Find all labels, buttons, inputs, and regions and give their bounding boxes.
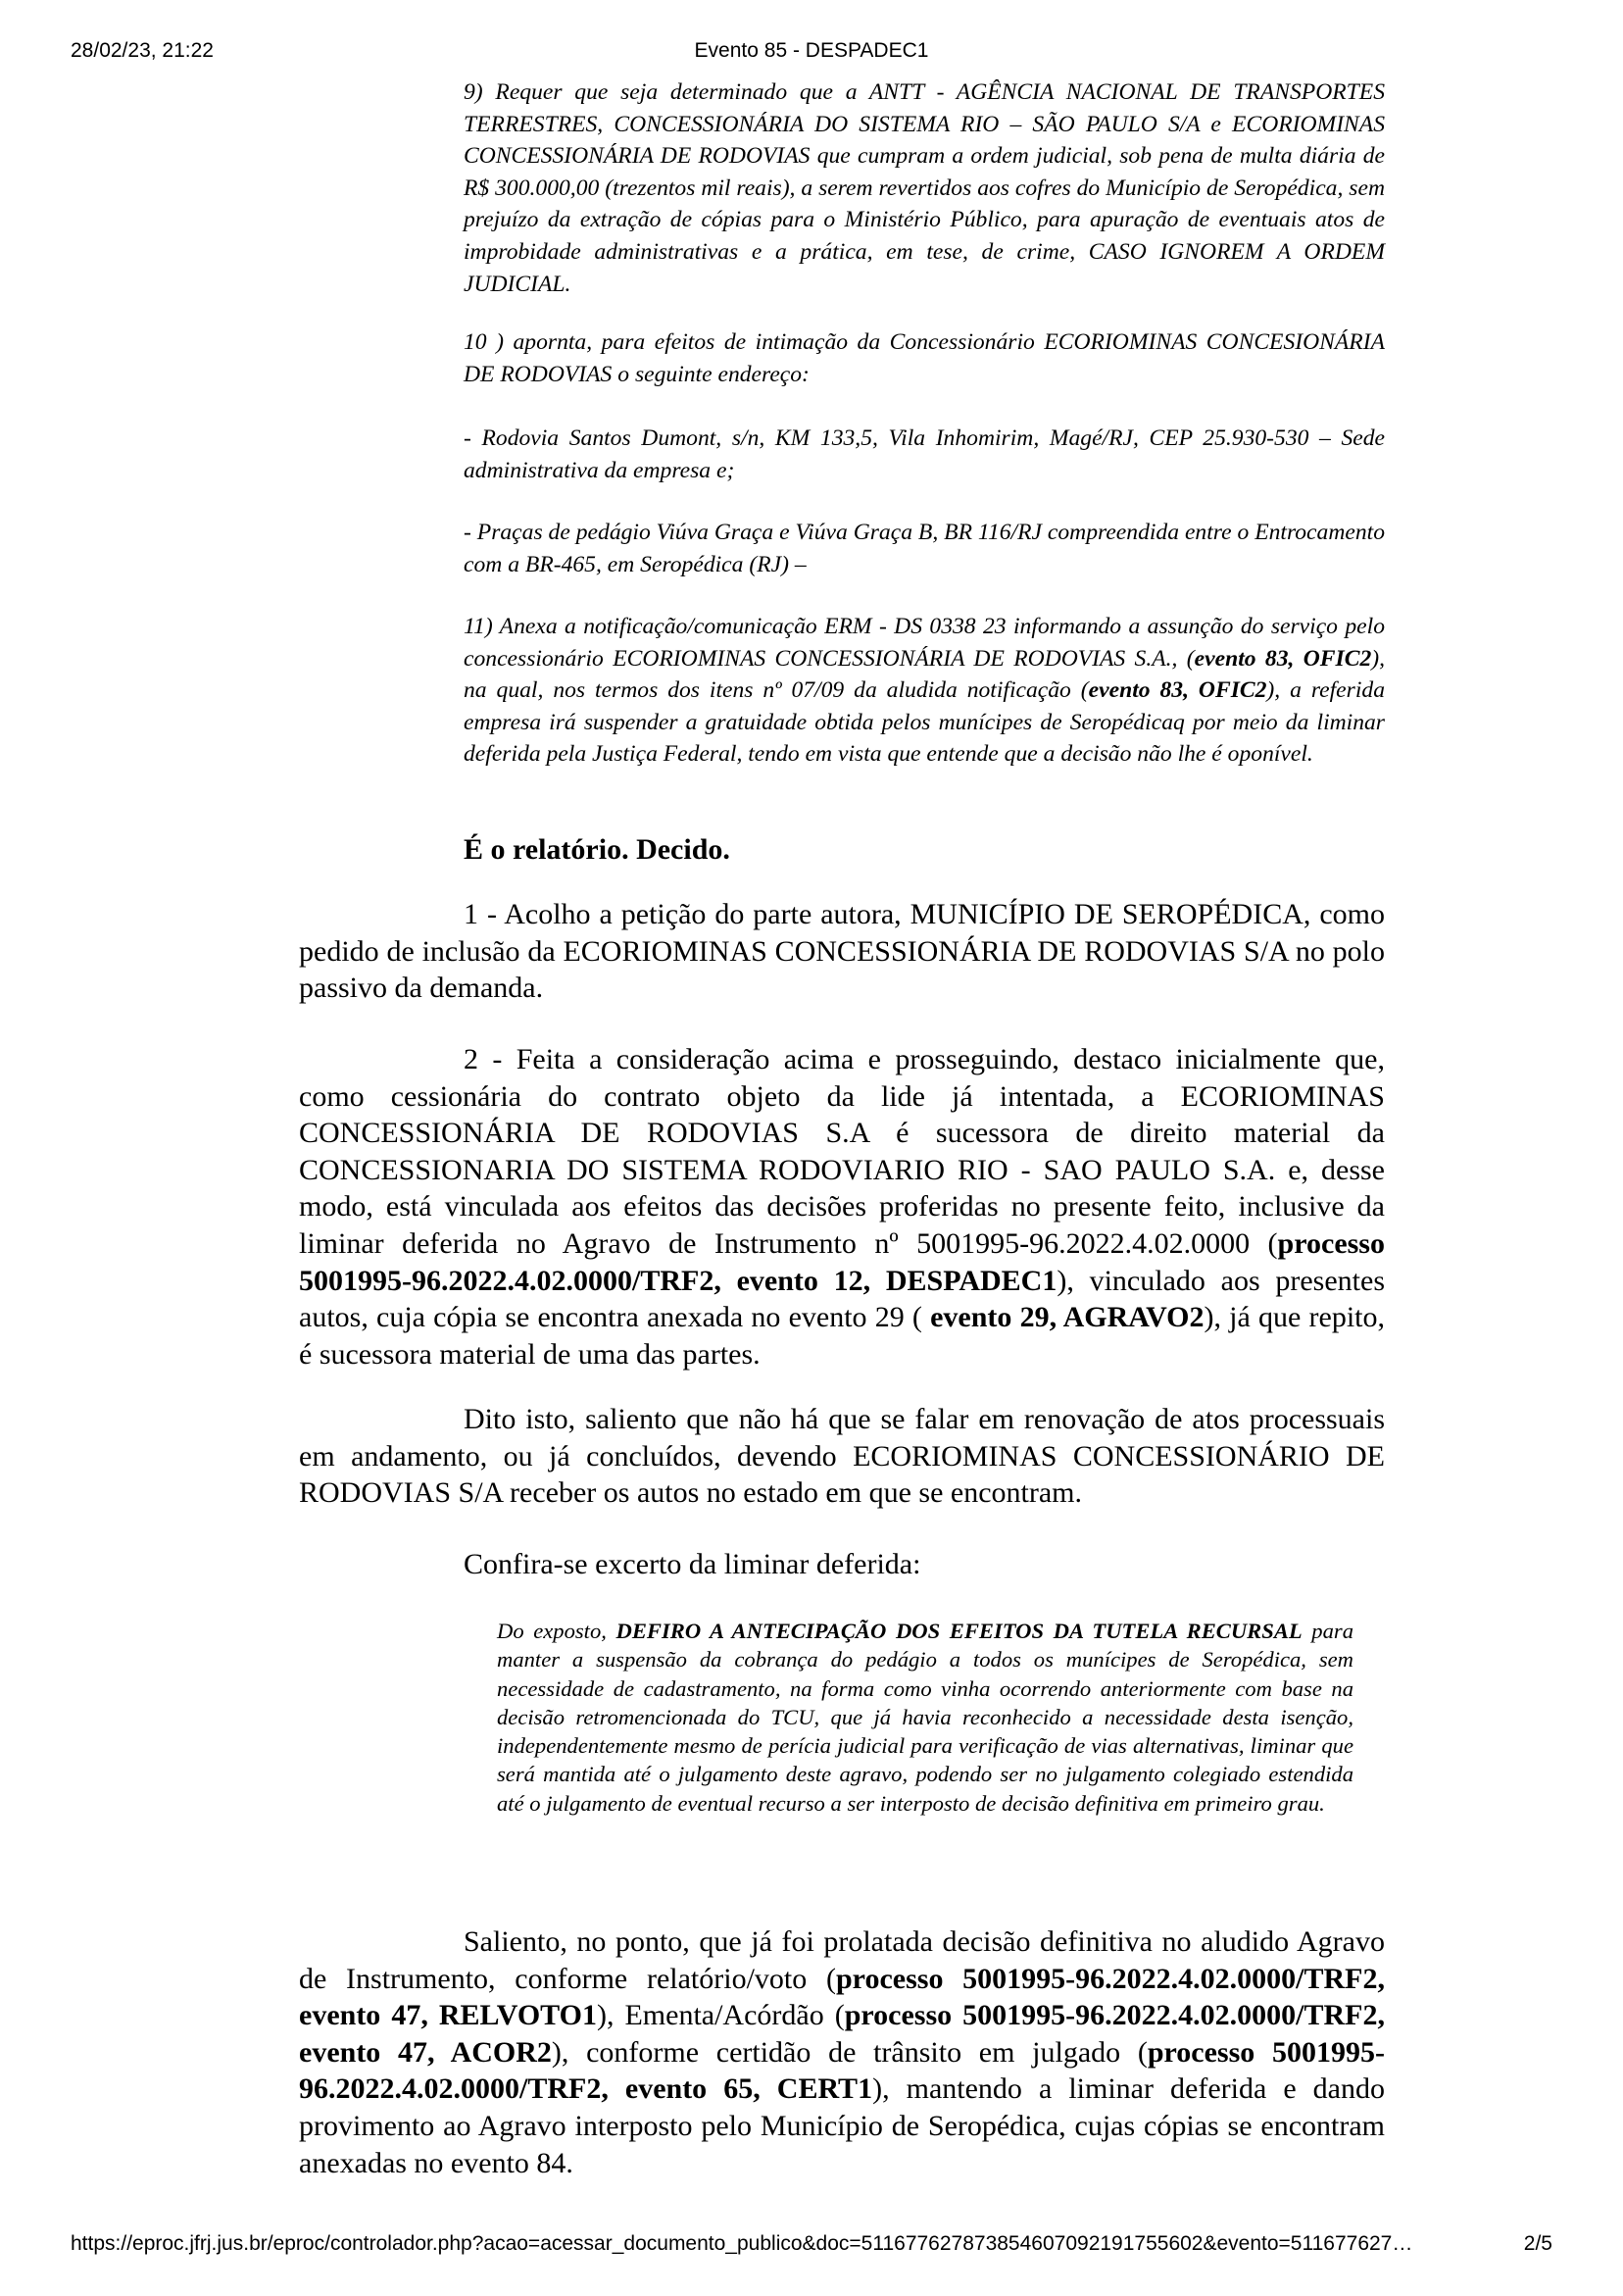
document-title: Evento 85 - DESPADEC1 [694,39,929,62]
item-11-part: ), a referida empresa irá suspender a gratuidade obtida pelos munícipes de Seropédicaq por meio da liminar deferida pela Justiça Federal, tendo em vista que entende que a decisão não lhe é oponível. [464,677,1385,768]
paragraph-5-part: Saliento, no ponto, que já foi prolatada decisão definitiva no aludido Agravo de Instrumento, conforme relatório/voto ( [299,1925,1385,1995]
paragraph-1-text: 1 - Acolho a petição do parte autora, MUNICÍPIO DE SEROPÉDICA, como pedido de inclusão da ECORIOMINAS CONCESSIONÁRIA DE RODOVIAS S/A no polo passivo da demanda. [299,898,1385,1005]
document-url: https://eproc.jfrj.jus.br/eproc/controlador.php?acao=acessar_documento_publico&doc=511677627873854607092191755602&evento=511677627… [71,2232,1413,2255]
process-reference: processo 5001995-96.2022.4.02.0000/TRF2, evento 65, CERT1 [299,2035,1385,2106]
item-11-text [464,611,1385,771]
paragraph-5-part: ), mantendo a liminar deferida e dando provimento ao Agravo interposto pelo Município de Seropédica, cujas cópias se encontram anexadas no evento 84. [299,2072,1385,2179]
item-10-text: 10 ) apornta, para efeitos de intimação da Concessionário ECORIOMINAS CONCESIONÁRIA DE RODOVIAS o seguinte endereço: [464,329,1385,387]
paragraph-5-text [299,1923,1385,2181]
item-11-ref: evento 83, OFIC2 [1194,645,1372,672]
quote-emphasis: DEFIRO A ANTECIPAÇÃO DOS EFEITOS DA TUTELA RECURSAL [615,1619,1303,1643]
paragraph-2-part: ), vinculado aos presentes autos, cuja cópia se encontra anexada no evento 29 ( [299,1264,1385,1334]
item-9-text: 9) Requer que seja determinado que a ANTT - AGÊNCIA NACIONAL DE TRANSPORTES TERRESTRES, CONCESSIONÁRIA DO SISTEMA RIO – SÃO PAULO S/A e ECORIOMINAS CONCESSIONÁRIA DE RODOVIAS que cumpram a ordem judicial, sob pena de multa diária de R$ 300.000,00 (trezentos mil reais), a serem revertidos aos cofres do Município de Seropédica, sem prejuízo da extração de cópias para o Ministério Público, para apuração de eventuais atos de improbidade administrativas e a prática, em tese, de crime, CASO IGNOREM A ORDEM JUDICIAL. [464,79,1385,297]
report-heading: É o relatório. Decido. [464,833,730,866]
paragraph-2-part: ), já que repito, é sucessora material de uma das partes. [299,1301,1385,1371]
liminar-quote [497,1617,1353,1818]
liminar-quote-text [497,1617,1353,1818]
paragraph-5 [299,1923,1385,2181]
paragraph-4: Confira-se excerto da liminar deferida: [464,1548,921,1580]
item-11 [464,611,1385,771]
process-reference: processo 5001995-96.2022.4.02.0000/TRF2, evento 47, RELVOTO1 [299,1962,1386,2032]
item-10 [464,326,1385,390]
item-11-part: 11) Anexa a notificação/comunicação ERM - DS 0338 23 informando a assunção do serviço pelo concessionário ECORIOMINAS CONCESSIONÁRIA DE RODOVIAS S.A., ( [464,614,1385,672]
address-1 [464,423,1385,486]
paragraph-3-text: Dito isto, saliento que não há que se falar em renovação de atos processuais em andamento, ou já concluídos, devendo ECORIOMINAS CONCESSIONÁRIO DE RODOVIAS S/A receber os autos no estado em que se encontram. [299,1403,1385,1510]
process-reference: processo 5001995-96.2022.4.02.0000/TRF2, evento 47, ACOR2 [299,1999,1385,2069]
paragraph-2-text [299,1041,1385,1373]
item-11-part: ), na qual, nos termos dos itens nº 07/09 da aludida notificação ( [464,645,1386,704]
paragraph-2-part: 2 - Feita a consideração acima e prosseguindo, destaco inicialmente que, como cessionária do contrato objeto da lide já intentada, a ECORIOMINAS CONCESSIONÁRIA DE RODOVIAS S.A é sucessora de direito material da CONCESSIONARIA DO SISTEMA RODOVIARIO RIO - SAO PAULO S.A. e, desse modo, está vinculada aos efeitos das decisões proferidas no presente feito, inclusive da liminar deferida no Agravo de Instrumento nº 5001995-96.2022.4.02.0000 ( [299,1043,1385,1260]
process-reference: processo 5001995-96.2022.4.02.0000/TRF2, evento 12, DESPADEC1 [299,1226,1385,1297]
item-9 [464,76,1385,300]
address-1-text: - Rodovia Santos Dumont, s/n, KM 133,5, Vila Inhomirim, Magé/RJ, CEP 25.930-530 – Sede administrativa da empresa e; [464,425,1385,483]
quote-part: Do exposto, [497,1619,616,1643]
event-reference: evento 29, AGRAVO2 [930,1301,1205,1334]
paragraph-5-part: ), Ementa/Acórdão ( [596,1999,845,2032]
print-datetime: 28/02/23, 21:22 [71,39,214,62]
paragraph-5-part: ), conforme certidão de trânsito em julgado ( [551,2035,1148,2069]
address-2-text: - Praças de pedágio Viúva Graça e Viúva Graça B, BR 116/RJ compreendida entre o Entrocamento com a BR-465, em Seropédica (RJ) – [464,520,1385,577]
paragraph-3 [299,1401,1385,1512]
item-11-ref: evento 83, OFIC2 [1088,677,1267,704]
page-number: 2/5 [1523,2232,1552,2255]
address-2 [464,517,1385,580]
quote-part: para manter a suspensão da cobrança do pedágio a todos os munícipes de Seropédica, sem necessidade de cadastramento, na forma como vinha ocorrendo anteriormente com base na decisão retromencionada do TCU, que já havia reconhecido a necessidade desta isenção, independentemente mesmo de perícia judicial para verificação de vias alternativas, liminar que será mantida até o julgamento deste agravo, podendo ser no julgamento colegiado estendida até o julgamento de eventual recurso a ser interposto de decisão definitiva em primeiro grau. [497,1619,1353,1816]
paragraph-2 [299,1041,1385,1373]
paragraph-1 [299,896,1385,1007]
